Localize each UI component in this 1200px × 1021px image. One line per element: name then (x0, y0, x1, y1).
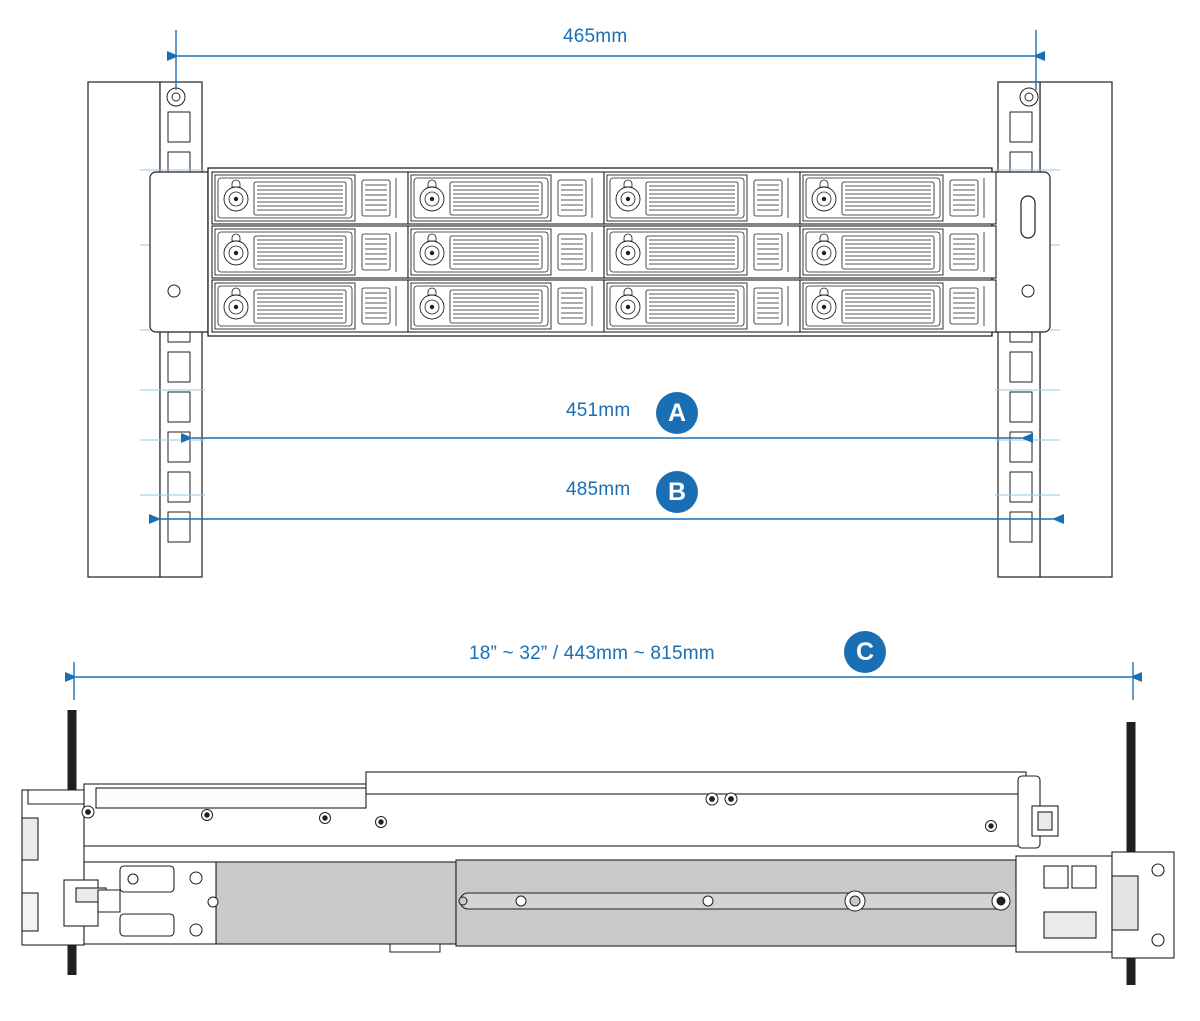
side-view-rail-assembly (22, 710, 1174, 985)
dimension-label-465: 465mm (563, 26, 628, 47)
dimension-label-depth-range: 18” ~ 32” / 443mm ~ 815mm (469, 643, 715, 664)
callout-badge-a: A (656, 392, 698, 434)
dimension-label-451: 451mm (566, 400, 631, 421)
callout-badge-b: B (656, 471, 698, 513)
callout-badge-c: C (844, 631, 886, 673)
drive-bay-grid (212, 172, 996, 332)
dimension-label-485: 485mm (566, 479, 631, 500)
dimension-depth-range (74, 662, 1133, 700)
